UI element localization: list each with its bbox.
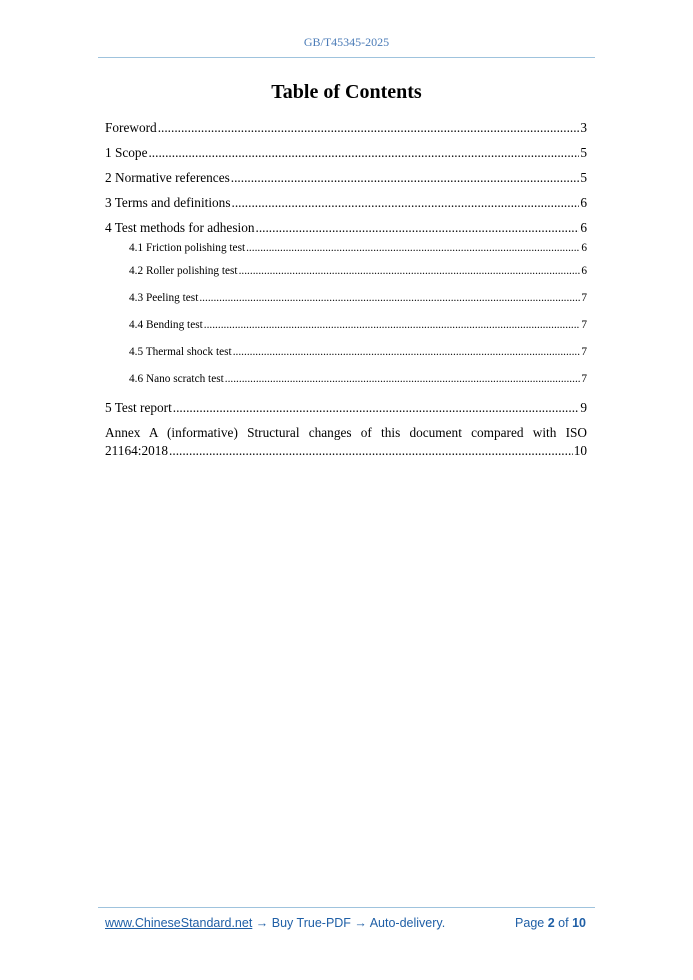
toc-entry-label: 4 Test methods for adhesion <box>105 220 255 235</box>
toc-subentry-peeling[interactable] <box>105 285 587 312</box>
toc-entry-label: 4.2 Roller polishing test <box>129 265 238 277</box>
toc-title: Table of Contents <box>271 81 422 103</box>
page-footer <box>105 916 586 930</box>
toc-entry-page: 5 <box>580 145 587 160</box>
toc-entry-label: 4.3 Peeling test <box>129 292 199 304</box>
toc-entry-label: 4.6 Nano scratch test <box>129 373 224 385</box>
toc-entry-label: Foreword <box>105 120 157 135</box>
toc-entry-scope[interactable] <box>105 140 587 165</box>
toc-annex-label-line2: 21164:2018 <box>105 443 169 458</box>
toc-dot-leader <box>239 258 581 285</box>
toc-entry-annex-a[interactable] <box>105 424 587 460</box>
page-total: 10 <box>572 916 586 930</box>
toc-entry-normative-references[interactable] <box>105 165 587 190</box>
toc-subentry-thermal-shock[interactable] <box>105 339 587 366</box>
toc-entry-foreword[interactable] <box>105 115 587 140</box>
toc-dot-leader <box>199 285 580 312</box>
toc-dot-leader <box>231 165 580 190</box>
toc-subentry-nano-scratch[interactable] <box>105 366 587 393</box>
toc-subentry-friction-polishing[interactable] <box>105 238 587 258</box>
page-current: 2 <box>547 916 555 930</box>
toc-subentry-bending[interactable] <box>105 312 587 339</box>
toc-annex-label-line1: Annex A (informative) Structural changes of this document compared with ISO <box>105 425 587 440</box>
toc-dot-leader <box>225 366 581 393</box>
toc-dot-leader <box>169 442 573 460</box>
toc-entry-page: 6 <box>581 242 587 254</box>
toc-entry-label: 3 Terms and definitions <box>105 195 231 210</box>
page-prefix: Page <box>515 916 545 930</box>
table-of-contents <box>105 115 587 460</box>
toc-entry-page: 7 <box>581 319 587 331</box>
toc-entry-label: 1 Scope <box>105 145 148 160</box>
toc-entry-page: 3 <box>580 120 587 135</box>
toc-entry-page: 7 <box>581 373 587 385</box>
document-header-code: GB/T45345-2025 <box>303 35 390 49</box>
toc-entry-label: 4.4 Bending test <box>129 319 203 331</box>
toc-entry-label: 2 Normative references <box>105 170 230 185</box>
toc-entry-page: 5 <box>580 170 587 185</box>
toc-dot-leader <box>246 238 580 258</box>
toc-dot-leader <box>173 395 580 420</box>
footer-promo-text: → Buy True-PDF → Auto-delivery. <box>252 916 446 930</box>
footer-divider <box>98 907 595 908</box>
toc-entry-test-report[interactable] <box>105 395 587 420</box>
toc-entry-page: 10 <box>573 443 587 458</box>
toc-dot-leader <box>158 115 580 140</box>
page-number <box>515 916 586 930</box>
toc-entry-page: 6 <box>580 220 587 235</box>
toc-subentry-roller-polishing[interactable] <box>105 258 587 285</box>
toc-entry-page: 7 <box>581 346 587 358</box>
toc-entry-label: 5 Test report <box>105 400 172 415</box>
page-of: of <box>558 916 569 930</box>
toc-entry-terms-definitions[interactable] <box>105 190 587 215</box>
toc-entry-label: 4.1 Friction polishing test <box>129 242 246 254</box>
toc-entry-label: 4.5 Thermal shock test <box>129 346 232 358</box>
header-divider <box>98 57 595 58</box>
toc-entry-test-methods[interactable] <box>105 215 587 240</box>
toc-dot-leader <box>232 190 580 215</box>
toc-dot-leader <box>148 140 579 165</box>
toc-entry-page: 7 <box>581 292 587 304</box>
toc-dot-leader <box>233 339 581 366</box>
toc-entry-page: 9 <box>580 400 587 415</box>
toc-entry-page: 6 <box>580 195 587 210</box>
website-link[interactable]: www.ChineseStandard.net <box>105 916 253 930</box>
toc-entry-page: 6 <box>581 265 587 277</box>
toc-dot-leader <box>204 312 581 339</box>
toc-annex-line2 <box>105 442 587 460</box>
toc-dot-leader <box>256 215 580 240</box>
